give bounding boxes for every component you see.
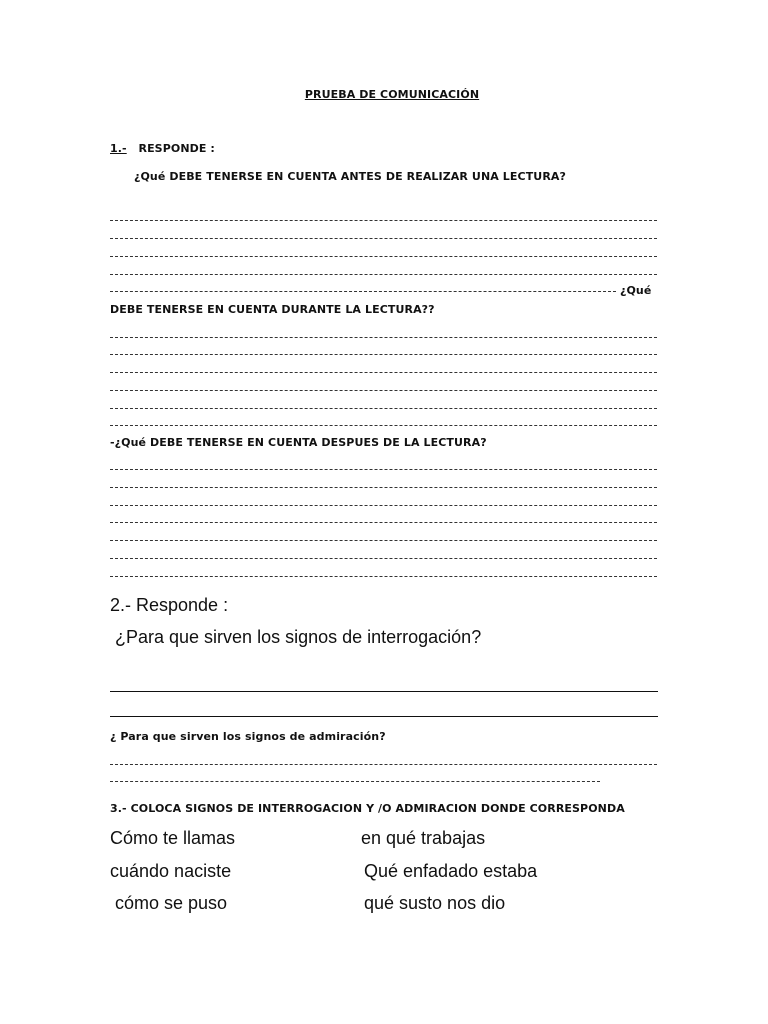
question-after-reading: -¿Qué DEBE TENERSE EN CUENTA DESPUES DE LA LECTURA?: [110, 436, 487, 449]
phrase-item: Qué enfadado estaba: [364, 861, 538, 881]
phrase-item: en qué trabajas: [361, 828, 486, 848]
answer-line[interactable]: [110, 576, 657, 577]
answer-line[interactable]: [110, 522, 657, 523]
phrase-item: Cómo te llamas: [110, 828, 236, 848]
section-2-heading: 2.- Responde :: [110, 595, 229, 615]
section-1-number: 1.-: [110, 142, 127, 155]
answer-line[interactable]: [110, 425, 657, 426]
section-3-heading: 3.- COLOCA SIGNOS DE INTERROGACION Y /O ADMIRACION DONDE CORRESPONDA: [110, 802, 625, 815]
answer-line[interactable]: [110, 781, 600, 782]
answer-line[interactable]: [110, 354, 657, 355]
question-before-reading: ¿Qué DEBE TENERSE EN CUENTA ANTES DE REALIZAR UNA LECTURA?: [134, 170, 566, 183]
answer-line[interactable]: [110, 505, 657, 506]
answer-line[interactable]: [110, 558, 657, 559]
section-1-heading: [110, 142, 215, 155]
answer-line[interactable]: [110, 408, 657, 409]
question-during-reading: DEBE TENERSE EN CUENTA DURANTE LA LECTURA??: [110, 303, 435, 316]
section-1-title: RESPONDE :: [138, 142, 215, 155]
answer-line[interactable]: [110, 220, 657, 221]
answer-line[interactable]: [110, 487, 657, 488]
answer-line[interactable]: [110, 291, 616, 292]
answer-line[interactable]: [110, 390, 657, 391]
question-admiration-signs: ¿ Para que sirven los signos de admiración?: [110, 730, 386, 743]
answer-line[interactable]: [110, 469, 657, 470]
answer-line[interactable]: [110, 372, 657, 373]
answer-line[interactable]: [110, 540, 657, 541]
phrase-item: cómo se puso: [110, 893, 228, 913]
answer-line[interactable]: [110, 337, 657, 338]
page-title: PRUEBA DE COMUNICACIÓN: [304, 88, 480, 101]
question-during-reading-start: ¿Qué: [620, 284, 652, 297]
phrase-item: cuándo naciste: [110, 861, 232, 881]
answer-line[interactable]: [110, 274, 657, 275]
phrase-item: qué susto nos dio: [364, 893, 506, 913]
answer-line[interactable]: [110, 691, 658, 692]
answer-line[interactable]: [110, 238, 657, 239]
answer-line[interactable]: [110, 764, 657, 765]
answer-line[interactable]: [110, 256, 657, 257]
question-interrogation-signs: ¿Para que sirven los signos de interrogación?: [115, 627, 482, 647]
answer-line[interactable]: [110, 716, 658, 717]
